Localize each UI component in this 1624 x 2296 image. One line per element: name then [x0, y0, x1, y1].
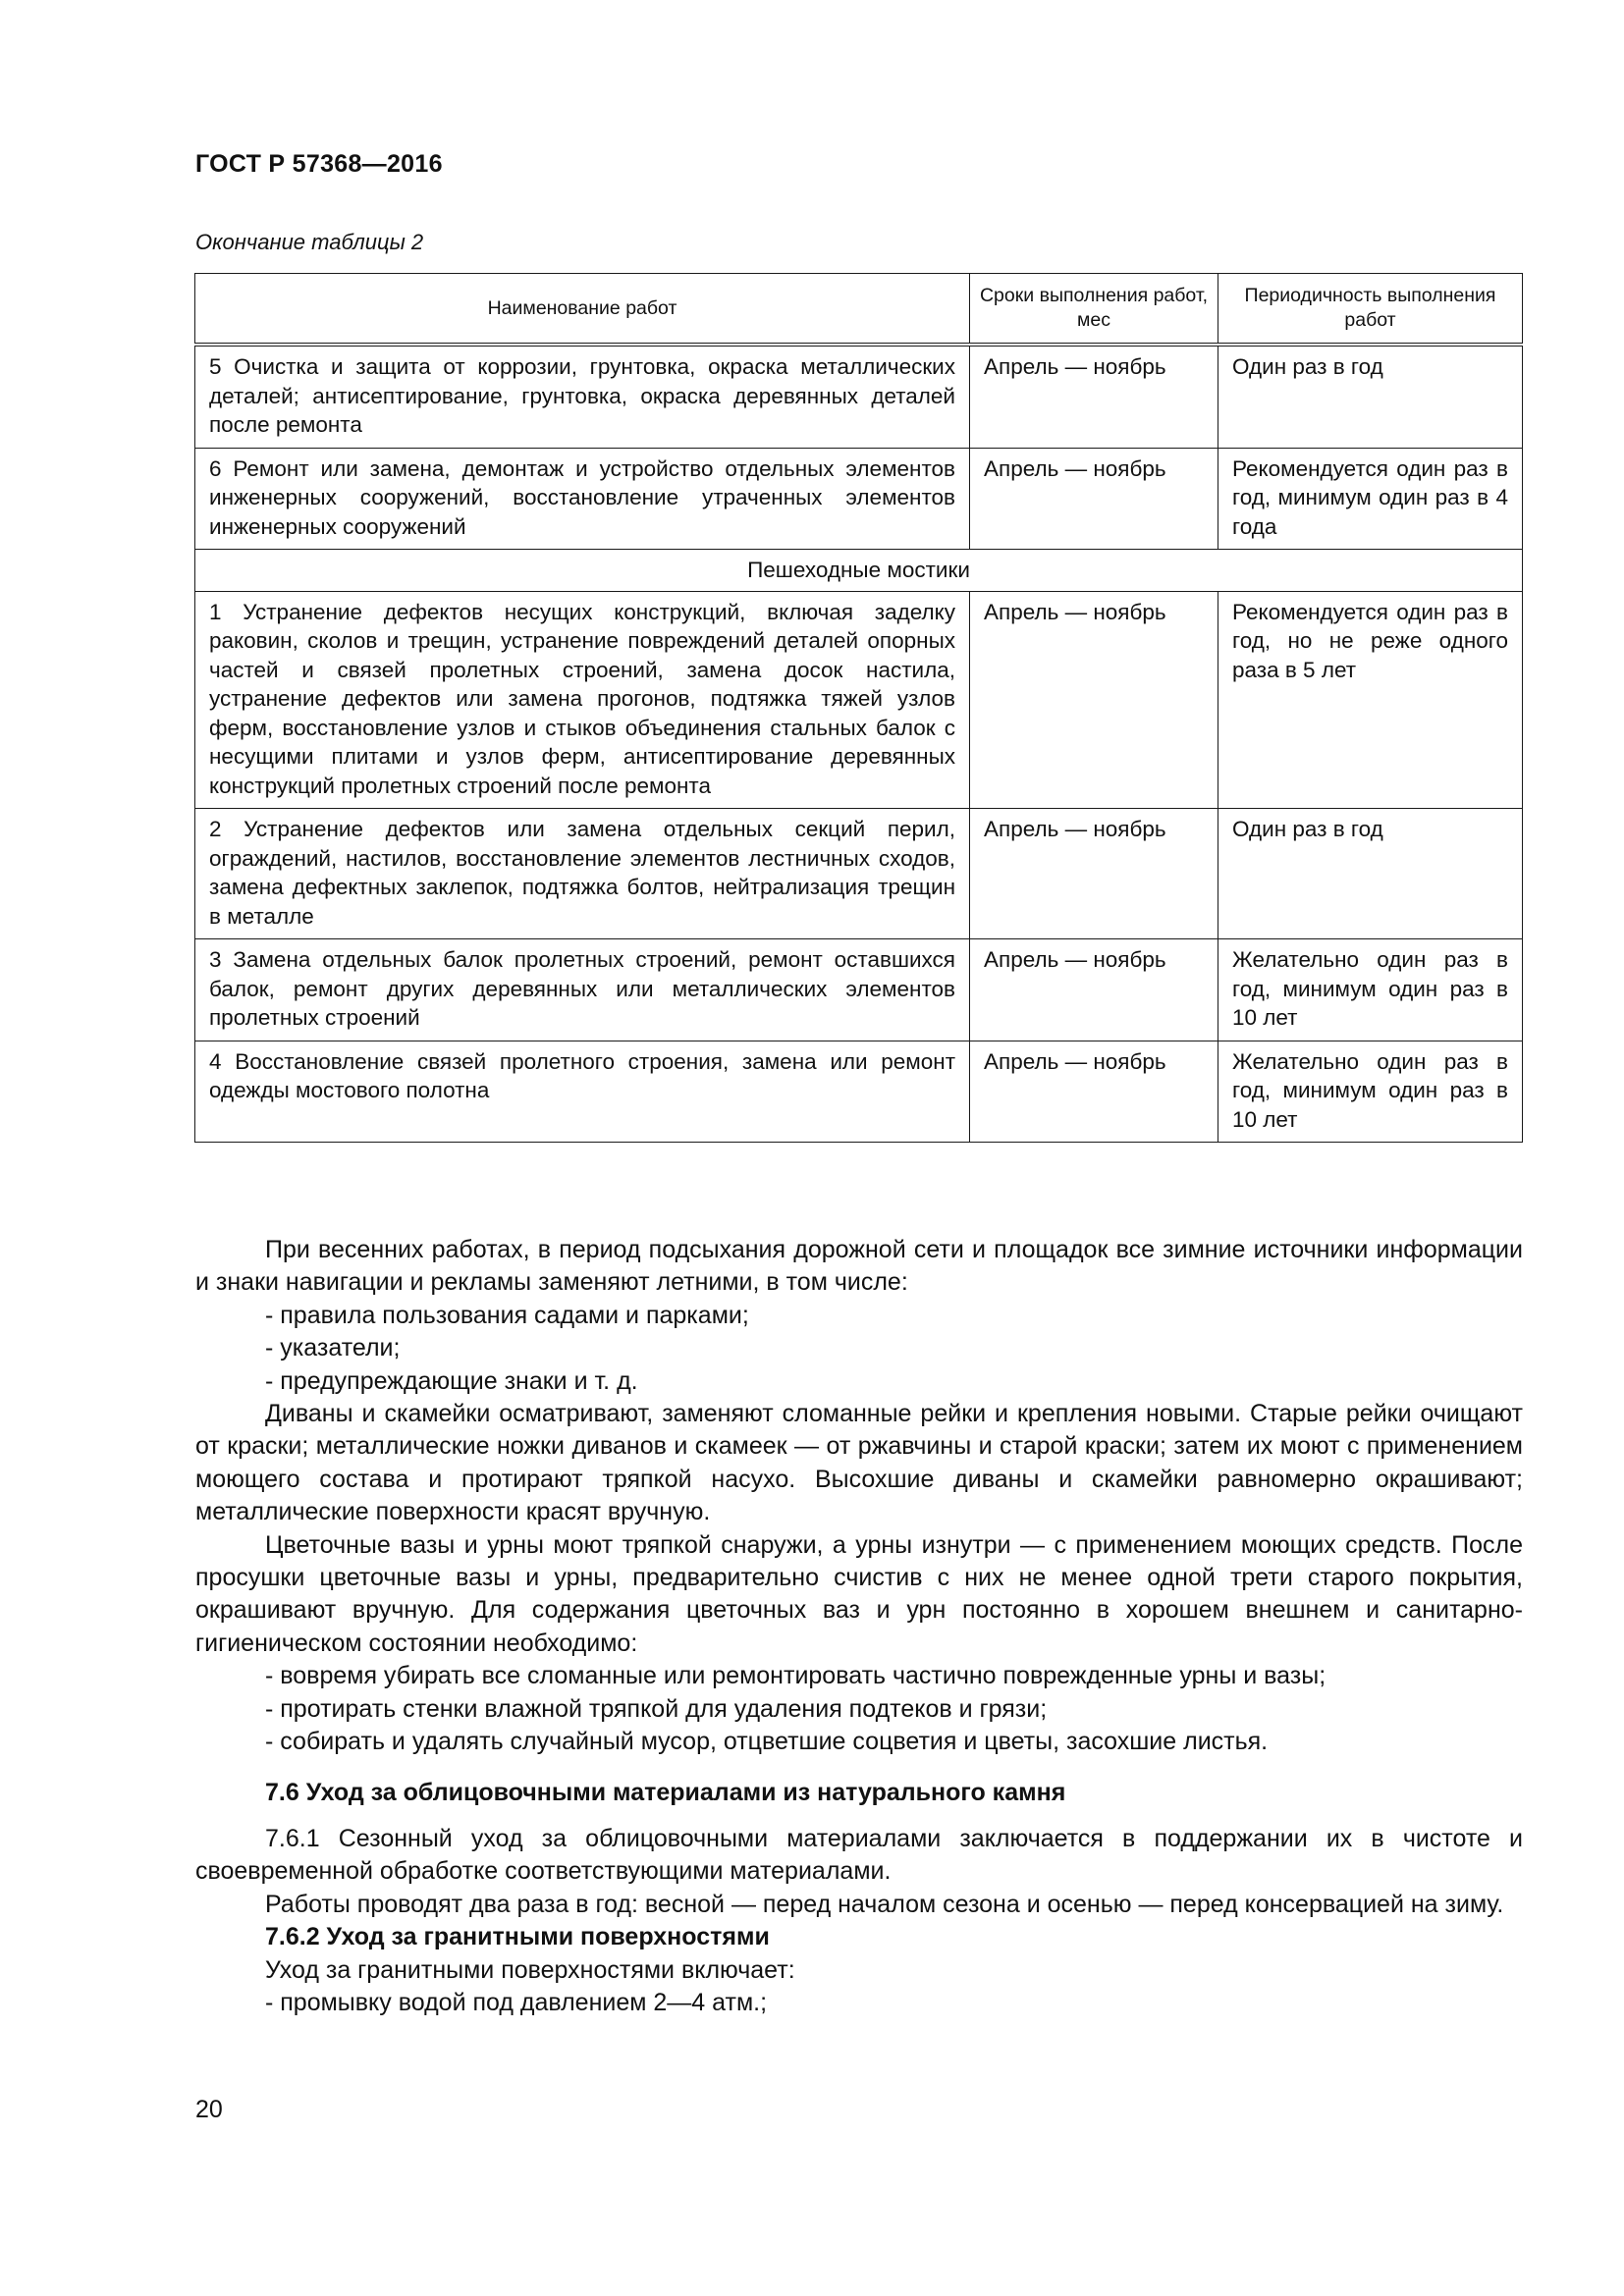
column-header-period: Периодичность выполнения работ — [1218, 274, 1523, 346]
paragraph: Уход за гранитными поверхностями включает: — [265, 1955, 795, 1984]
table-caption: Окончание таблицы 2 — [195, 230, 424, 254]
work-period-cell: Желательно один раз в год, минимум один раз в 10 лет — [1218, 939, 1523, 1041]
table-section-row — [195, 550, 1523, 592]
work-period-cell: Рекомендуется один раз в год, минимум один раз в 4 года — [1218, 448, 1523, 550]
work-name-cell: 4 Восстановление связей пролетного строения, замена или ремонт одежды мостового полотна — [195, 1041, 970, 1143]
list-item: - предупреждающие знаки и т. д. — [265, 1366, 638, 1395]
paragraph: При весенних работах, в период подсыхания дорожной сети и площадок все зимние источники информации и знаки навигации и рекламы заменяют летними, в том числе: — [195, 1236, 1523, 1297]
list-item: - указатели; — [265, 1334, 401, 1362]
work-term-cell: Апрель — ноябрь — [970, 345, 1218, 448]
work-name-cell: 5 Очистка и защита от коррозии, грунтовка, окраска металлических деталей; антисептирование, грунтовка, окраска деревянных деталей после ремонта — [195, 345, 970, 448]
table-row — [195, 591, 1523, 809]
work-name-cell: 3 Замена отдельных балок пролетных строений, ремонт оставшихся балок, ремонт других деревянных или металлических элементов пролетных строений — [195, 939, 970, 1041]
page-number: 20 — [195, 2096, 223, 2123]
list-item: - собирать и удалять случайный мусор, отцветшие соцветия и цветы, засохшие листья. — [265, 1728, 1269, 1756]
document-code: ГОСТ Р 57368—2016 — [195, 150, 443, 178]
table-header-row — [195, 274, 1523, 346]
paragraph: Работы проводят два раза в год: весной — перед началом сезона и осенью — перед консервацией на зиму. — [265, 1890, 1504, 1918]
column-header-name: Наименование работ — [195, 274, 970, 346]
work-period-cell: Рекомендуется один раз в год, но не реже одного раза в 5 лет — [1218, 591, 1523, 809]
work-name-cell: 6 Ремонт или замена, демонтаж и устройство отдельных элементов инженерных сооружений, восстановление утраченных элементов инженерных сооружений — [195, 448, 970, 550]
table-row — [195, 448, 1523, 550]
section-heading: 7.6 Уход за облицовочными материалами из натурального камня — [265, 1778, 1066, 1806]
work-period-cell: Один раз в год — [1218, 809, 1523, 939]
work-name-cell: 1 Устранение дефектов несущих конструкций, включая заделку раковин, сколов и трещин, устранение повреждений деталей опорных частей и связей пролетных строений, замена досок настила, устранение дефектов или замена прогонов, подтяжка тяжей узлов ферм, восстановление узлов и стыков объединения стальных балок с несущими плитами и узлов ферм, антисептирование деревянных конструкций пролетных строений после ремонта — [195, 591, 970, 809]
table-row — [195, 345, 1523, 448]
table-row — [195, 939, 1523, 1041]
table-row — [195, 809, 1523, 939]
work-period-cell: Желательно один раз в год, минимум один раз в 10 лет — [1218, 1041, 1523, 1143]
work-term-cell: Апрель — ноябрь — [970, 1041, 1218, 1143]
work-term-cell: Апрель — ноябрь — [970, 809, 1218, 939]
list-item: - промывку водой под давлением 2—4 атм.; — [265, 1988, 768, 2016]
work-term-cell: Апрель — ноябрь — [970, 591, 1218, 809]
paragraph: Диваны и скамейки осматривают, заменяют сломанные рейки и крепления новыми. Старые рейки очищают от краски; металлические ножки диванов и скамеек — от ржавчины и старой краски; затем их моют с применением моющего состава и протирают тряпкой насухо. Высохшие диваны и скамейки равномерно окрашивают; металлические поверхности красят вручную. — [195, 1400, 1523, 1526]
body-text — [195, 1234, 1523, 2019]
table-section-title: Пешеходные мостики — [195, 550, 1523, 592]
works-table — [194, 273, 1523, 1143]
column-header-term: Сроки выполнения работ, мес — [970, 274, 1218, 346]
work-period-cell: Один раз в год — [1218, 345, 1523, 448]
list-item: - вовремя убирать все сломанные или ремонтировать частично поврежденные урны и вазы; — [265, 1662, 1326, 1690]
paragraph: 7.6.1 Сезонный уход за облицовочными материалами заключается в поддержании их в чистоте и своевременной обработке соответствующими материалами. — [195, 1824, 1523, 1886]
list-item: - правила пользования садами и парками; — [265, 1301, 749, 1329]
work-name-cell: 2 Устранение дефектов или замена отдельных секций перил, ограждений, настилов, восстановление элементов лестничных сходов, замена дефектных заклепок, подтяжка болтов, нейтрализация трещин в металле — [195, 809, 970, 939]
paragraph: Цветочные вазы и урны моют тряпкой снаружи, а урны изнутри — с применением моющих средств. После просушки цветочные вазы и урны, предварительно счистив с них не менее одной трети старого покрытия, окрашивают вручную. Для содержания цветочных ваз и урн постоянно в хорошем внешнем и санитарно-гигиеническом состоянии необходимо: — [195, 1530, 1523, 1657]
table-row — [195, 1041, 1523, 1143]
work-term-cell: Апрель — ноябрь — [970, 939, 1218, 1041]
work-term-cell: Апрель — ноябрь — [970, 448, 1218, 550]
subsection-heading: 7.6.2 Уход за гранитными поверхностями — [265, 1923, 770, 1951]
list-item: - протирать стенки влажной тряпкой для удаления подтеков и грязи; — [265, 1694, 1048, 1723]
